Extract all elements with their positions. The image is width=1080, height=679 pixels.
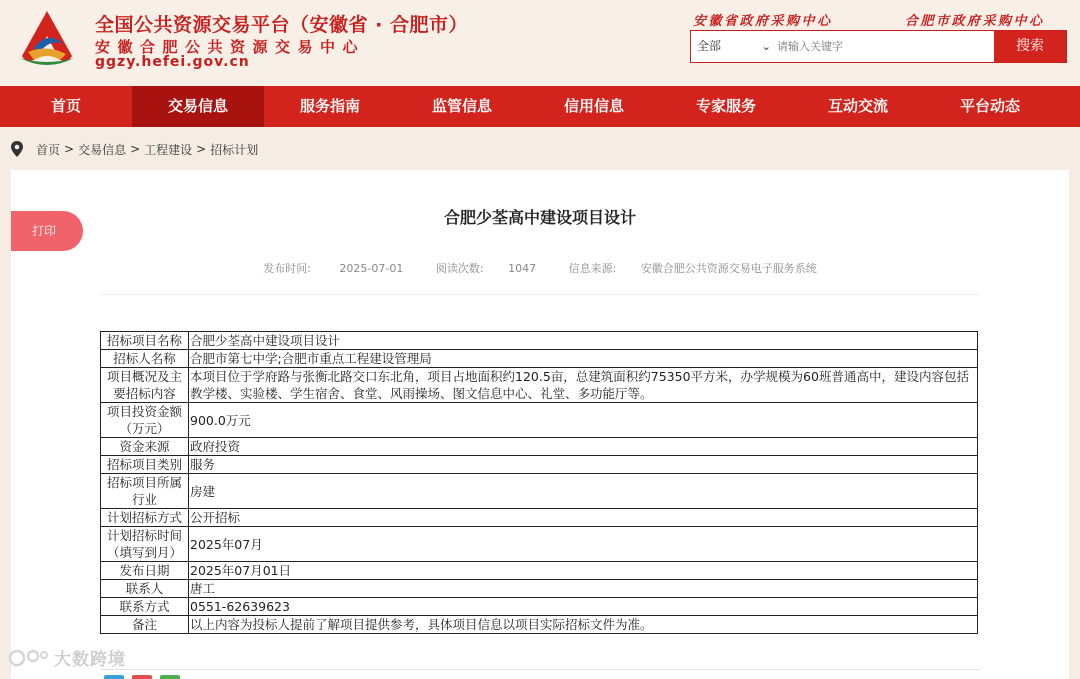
source-value: 安徽合肥公共资源交易电子服务系统 — [640, 262, 817, 275]
table-row — [101, 438, 978, 456]
breadcrumb-separator: > — [196, 142, 207, 156]
title-divider — [100, 294, 979, 295]
logo-emblem-icon[interactable] — [14, 8, 80, 70]
search-category-select[interactable] — [691, 31, 775, 62]
article-title: 合肥少荃高中建设项目设计 — [443, 208, 636, 227]
watermark — [6, 645, 126, 670]
table-key: 发布日期 — [101, 562, 189, 580]
table-row — [101, 598, 978, 616]
table-row — [101, 456, 978, 474]
publish-time-label: 发布时间: — [263, 262, 311, 275]
table-row — [101, 332, 978, 350]
breadcrumb-separator: > — [64, 142, 75, 156]
table-key: 联系人 — [101, 580, 189, 598]
table-row — [101, 616, 978, 634]
table-key: 资金来源 — [101, 438, 189, 456]
table-key: 联系方式 — [101, 598, 189, 616]
table-value: 合肥少荃高中建设项目设计 — [189, 332, 978, 350]
article-meta — [11, 260, 1069, 276]
table-key: 备注 — [101, 616, 189, 634]
table-row — [101, 368, 978, 403]
breadcrumb-separator: > — [130, 142, 141, 156]
search-bar — [690, 30, 1067, 63]
table-value: 以上内容为投标人提前了解项目提供参考，具体项目信息以项目实际招标文件为准。 — [189, 616, 978, 634]
nav-item-credit[interactable]: 信用信息 — [563, 97, 624, 115]
table-value: 唐工 — [189, 580, 978, 598]
nav-item-platform-news[interactable]: 平台动态 — [959, 97, 1020, 115]
table-key: 项目概况及主要招标内容 — [101, 368, 189, 403]
table-row — [101, 403, 978, 438]
publish-time-value: 2025-07-01 — [339, 262, 404, 275]
search-button[interactable]: 搜索 — [994, 31, 1066, 62]
table-value: 2025年07月 — [189, 527, 978, 562]
table-key: 招标项目类别 — [101, 456, 189, 474]
site-subtitle: 安徽合肥公共资源交易中心 — [95, 38, 366, 56]
content-bottom-divider — [100, 669, 979, 670]
table-row — [101, 474, 978, 509]
table-key: 招标项目名称 — [101, 332, 189, 350]
breadcrumb-trade-info[interactable]: 交易信息 — [78, 142, 127, 157]
views-label: 阅读次数: — [435, 262, 484, 275]
table-value: 房建 — [189, 474, 978, 509]
table-value: 0551-62639623 — [189, 598, 978, 616]
share-icon[interactable] — [132, 675, 152, 679]
location-pin-icon — [10, 141, 24, 157]
table-row — [101, 562, 978, 580]
table-key: 项目投资金额（万元） — [101, 403, 189, 438]
breadcrumb-bid-plan[interactable]: 招标计划 — [210, 142, 259, 157]
site-url: ggzy.hefei.gov.cn — [95, 54, 250, 70]
table-key: 计划招标时间（填写到月） — [101, 527, 189, 562]
table-value: 900.0万元 — [189, 403, 978, 438]
table-value: 服务 — [189, 456, 978, 474]
share-icon[interactable] — [160, 675, 180, 679]
nav-item-experts[interactable]: 专家服务 — [695, 97, 756, 115]
table-value: 政府投资 — [189, 438, 978, 456]
table-value: 公开招标 — [189, 509, 978, 527]
breadcrumb-home[interactable]: 首页 — [36, 142, 61, 157]
chevron-down-icon: ⌄ — [761, 40, 771, 53]
nav-item-service-guide[interactable]: 服务指南 — [299, 97, 360, 115]
print-button[interactable]: 打印 — [11, 211, 83, 251]
top-link-province-procurement[interactable]: 安徽省政府采购中心 — [693, 14, 833, 29]
main-nav — [0, 86, 1080, 127]
source-label: 信息来源: — [568, 262, 617, 275]
nav-item-trade-info[interactable]: 交易信息 — [132, 86, 264, 127]
search-input[interactable] — [777, 34, 977, 59]
table-value: 合肥市第七中学;合肥市重点工程建设管理局 — [189, 350, 978, 368]
site-header — [0, 0, 1080, 86]
bid-plan-table — [100, 331, 978, 634]
table-value: 本项目位于学府路与张衡北路交口东北角，项目占地面积约120.5亩，总建筑面积约75350平方米，办学规模为60班普通高中，建设内容包括教学楼、实验楼、学生宿舍、食堂、风雨操场、图文信息中心、礼堂、多功能厅等。 — [189, 368, 978, 403]
search-category-value: 全部 — [697, 39, 722, 53]
table-key: 招标人名称 — [101, 350, 189, 368]
nav-item-home[interactable]: 首页 — [50, 97, 81, 115]
table-row — [101, 580, 978, 598]
table-key: 计划招标方式 — [101, 509, 189, 527]
watermark-text: 大数跨境 — [54, 650, 126, 670]
views-value: 1047 — [508, 262, 537, 275]
nav-item-interaction[interactable]: 互动交流 — [827, 97, 888, 115]
table-row — [101, 509, 978, 527]
watermark-logo-icon — [6, 647, 50, 669]
breadcrumb-engineering[interactable]: 工程建设 — [144, 142, 193, 157]
table-key: 招标项目所属行业 — [101, 474, 189, 509]
table-row — [101, 350, 978, 368]
table-value: 2025年07月01日 — [189, 562, 978, 580]
site-title: 全国公共资源交易平台（安徽省 · 合肥市） — [95, 14, 468, 36]
share-icon[interactable] — [104, 675, 124, 679]
top-link-city-procurement[interactable]: 合肥市政府采购中心 — [905, 14, 1045, 29]
table-row — [101, 527, 978, 562]
breadcrumb — [10, 138, 258, 160]
article-panel — [11, 170, 1069, 679]
nav-item-supervision[interactable]: 监管信息 — [431, 97, 492, 115]
